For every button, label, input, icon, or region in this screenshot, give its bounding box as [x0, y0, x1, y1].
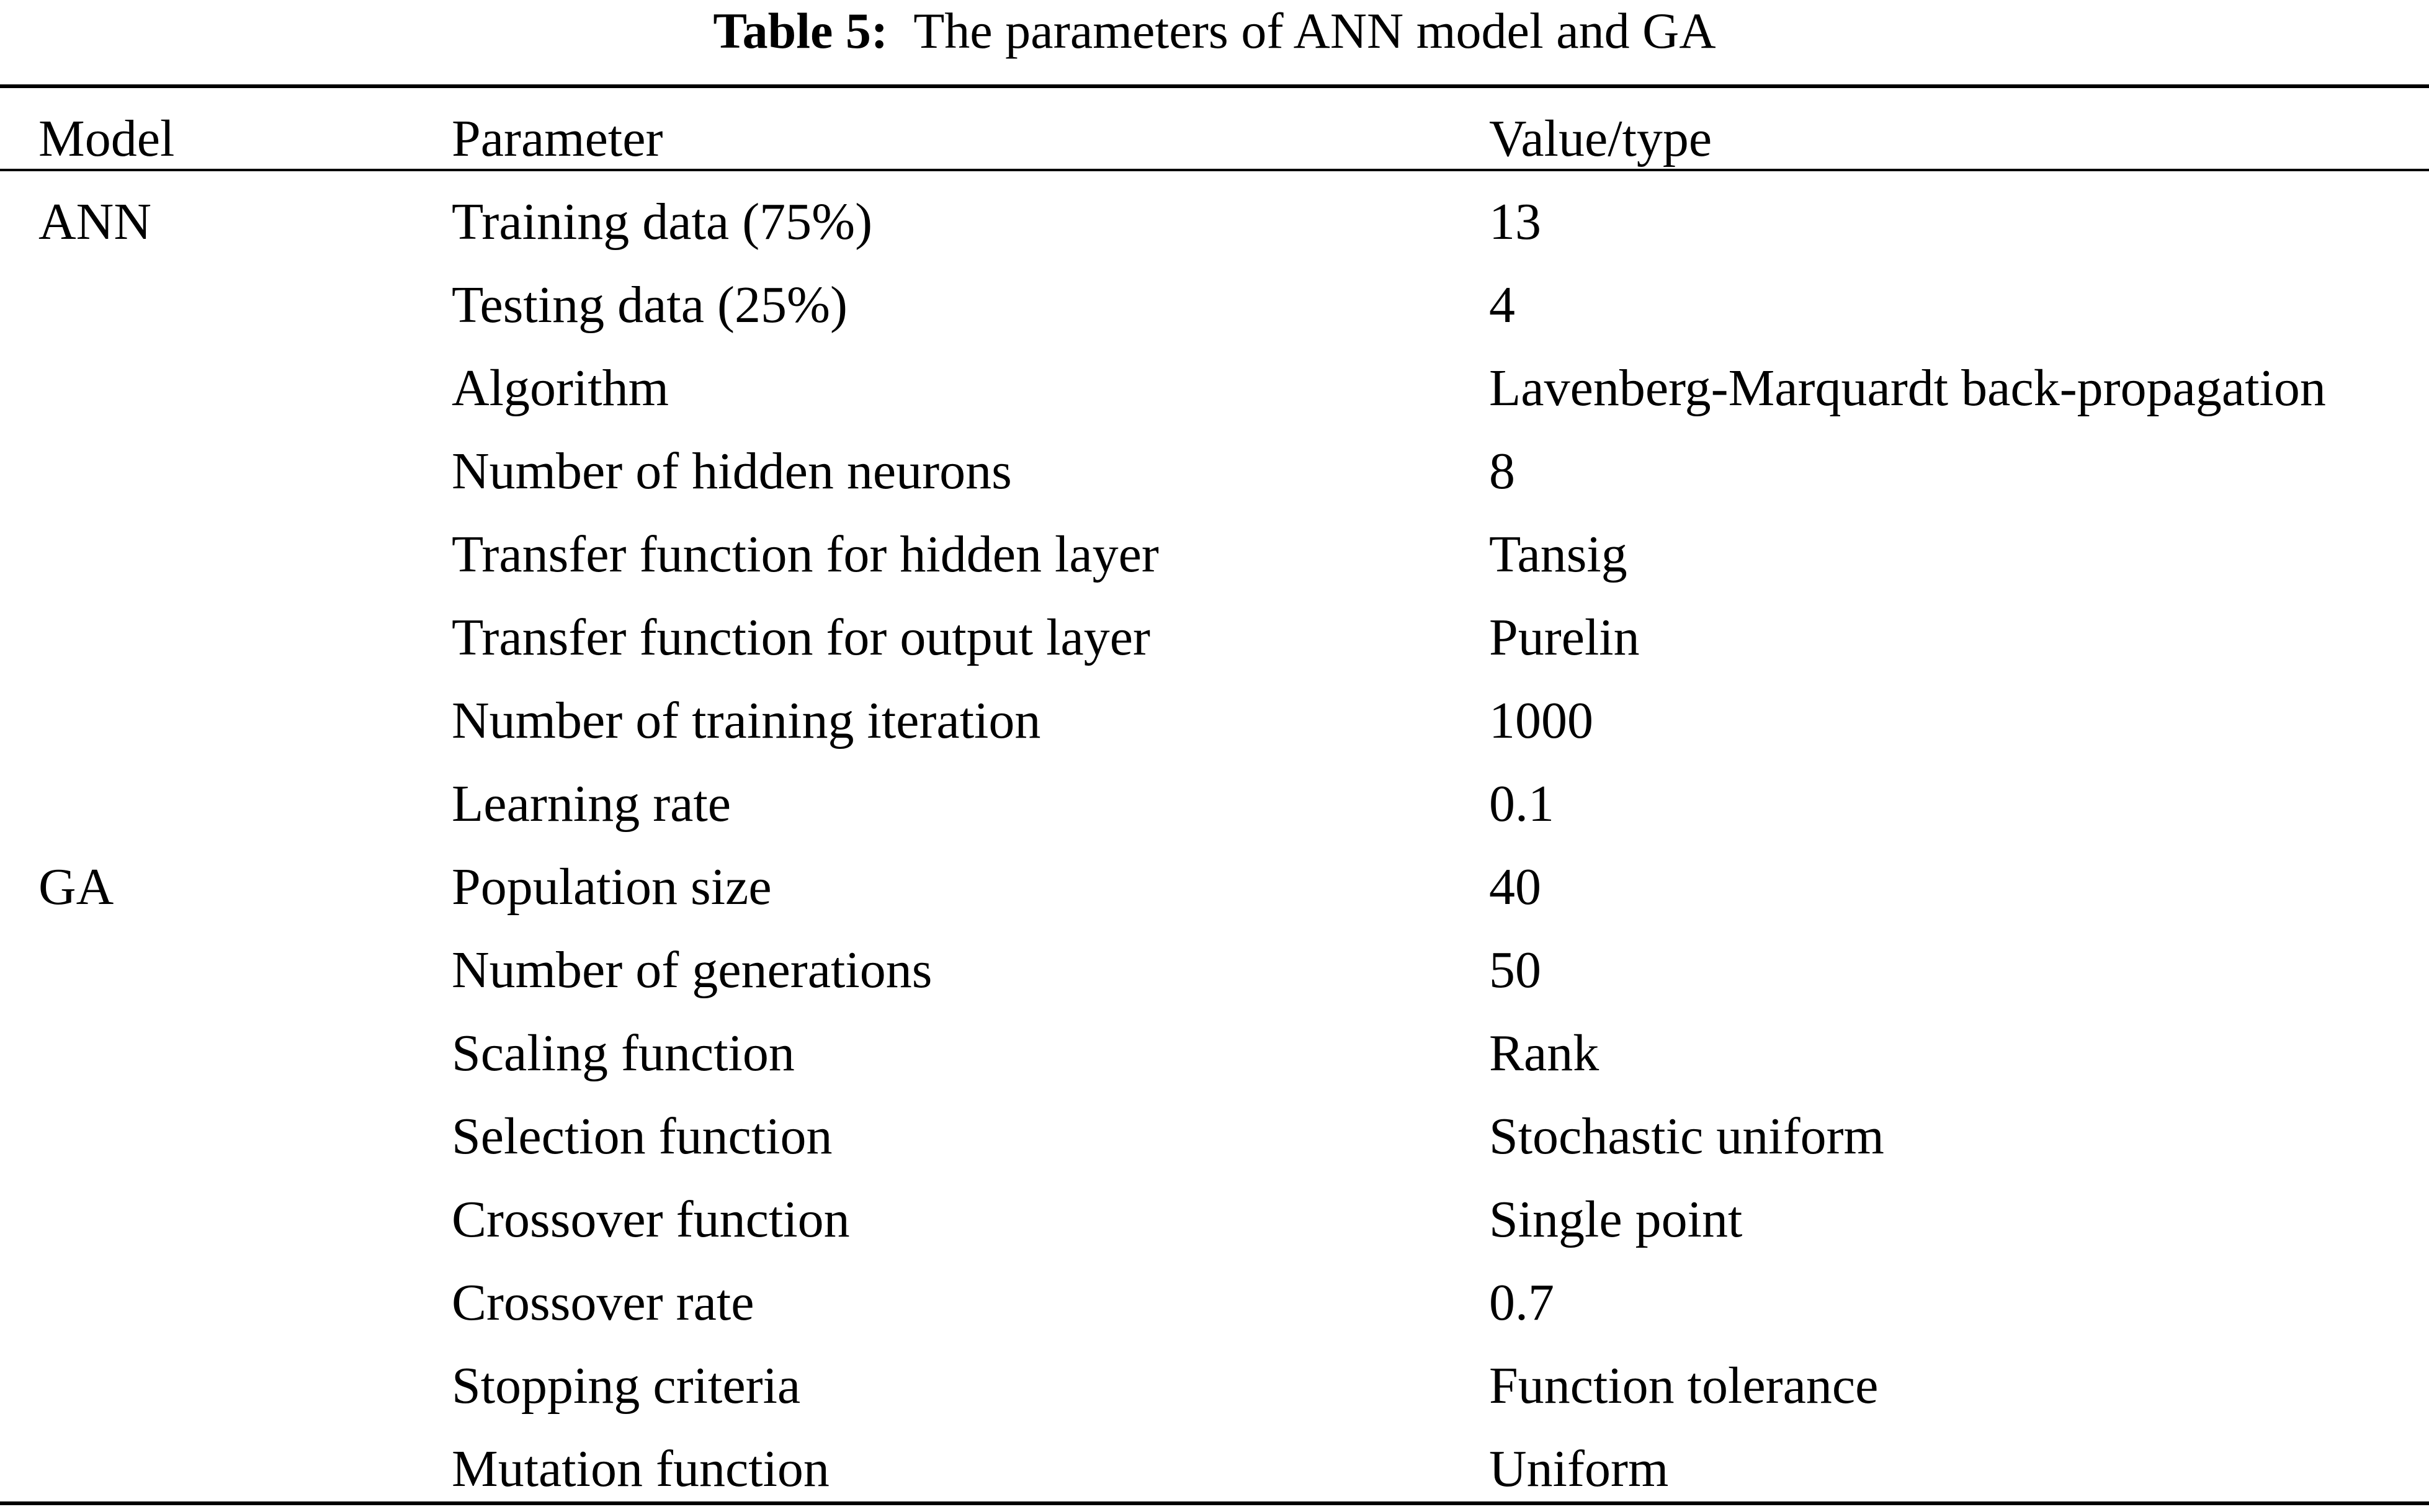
cell-value: Single point — [1489, 1191, 1743, 1248]
cell-value: Stochastic uniform — [1489, 1107, 1884, 1165]
table-caption-label: Table 5: — [713, 2, 888, 59]
cell-parameter: Training data (75%) — [452, 193, 873, 251]
cell-value: 13 — [1489, 193, 1541, 251]
cell-parameter: Transfer function for output layer — [452, 609, 1150, 666]
cell-value: 40 — [1489, 858, 1541, 916]
cell-value: Tansig — [1489, 526, 1627, 583]
table-caption-text: The parameters of ANN model and GA — [913, 2, 1716, 59]
header-parameter: Parameter — [452, 110, 663, 168]
cell-value: 8 — [1489, 442, 1515, 500]
table-header-rule — [0, 169, 2429, 171]
cell-parameter: Scaling function — [452, 1024, 795, 1082]
cell-value: Function tolerance — [1489, 1357, 1879, 1415]
cell-parameter: Transfer function for hidden layer — [452, 526, 1159, 583]
cell-model: ANN — [38, 193, 151, 251]
cell-value: 0.7 — [1489, 1274, 1554, 1331]
cell-parameter: Learning rate — [452, 775, 731, 833]
table-caption — [0, 0, 2429, 62]
cell-parameter: Selection function — [452, 1107, 833, 1165]
cell-value: 4 — [1489, 276, 1515, 334]
table-top-rule — [0, 84, 2429, 88]
cell-value: 50 — [1489, 941, 1541, 999]
cell-value: 1000 — [1489, 692, 1593, 749]
cell-value: Purelin — [1489, 609, 1640, 666]
cell-model: GA — [38, 858, 114, 916]
cell-parameter: Algorithm — [452, 359, 669, 417]
cell-parameter: Testing data (25%) — [452, 276, 848, 334]
cell-parameter: Number of hidden neurons — [452, 442, 1012, 500]
cell-parameter: Crossover function — [452, 1191, 850, 1248]
cell-value: Lavenberg-Marquardt back-propagation — [1489, 359, 2326, 417]
table-bottom-rule — [0, 1501, 2429, 1505]
cell-parameter: Number of generations — [452, 941, 933, 999]
cell-parameter: Mutation function — [452, 1440, 830, 1498]
cell-value: Uniform — [1489, 1440, 1669, 1498]
header-model: Model — [38, 110, 175, 168]
cell-parameter: Population size — [452, 858, 772, 916]
cell-value: Rank — [1489, 1024, 1599, 1082]
cell-parameter: Crossover rate — [452, 1274, 754, 1331]
cell-parameter: Number of training iteration — [452, 692, 1041, 749]
cell-value: 0.1 — [1489, 775, 1554, 833]
header-value: Value/type — [1489, 110, 1712, 168]
cell-parameter: Stopping criteria — [452, 1357, 801, 1415]
